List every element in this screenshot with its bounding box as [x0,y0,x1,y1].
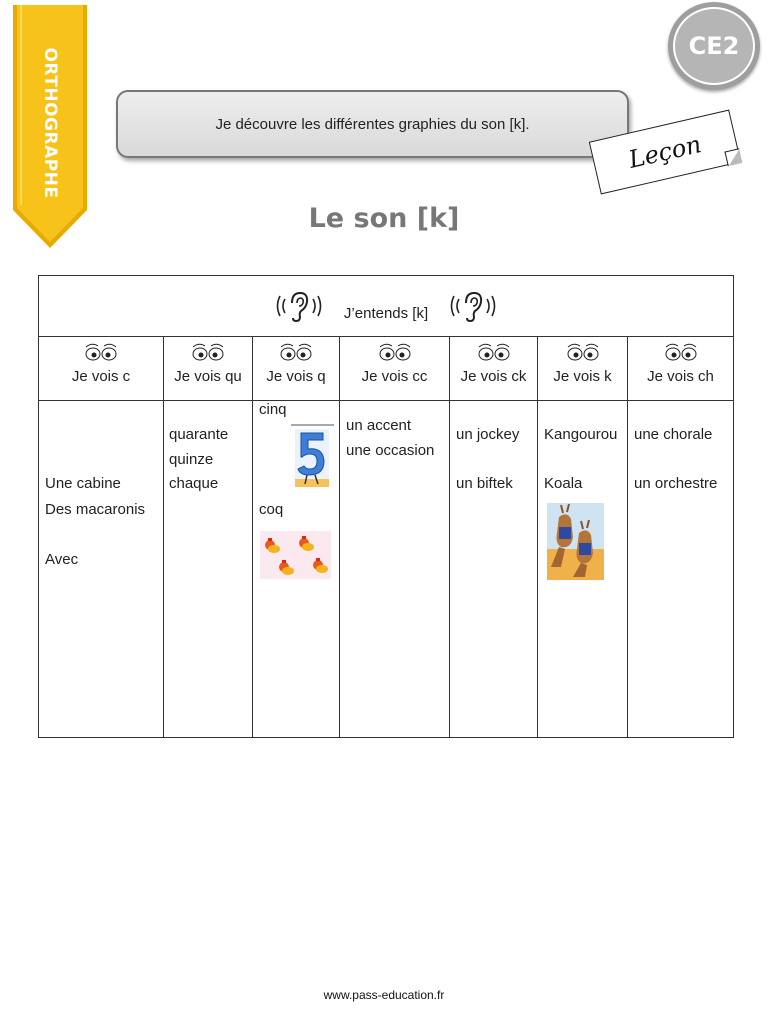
column-header-cc [340,337,450,401]
word: cinq [259,401,287,418]
column-label: Je vois ch [647,368,714,385]
column-header-c [39,337,164,401]
column-label: Je vois k [553,368,612,385]
number-five-picture [291,421,334,491]
column-label: Je vois cc [361,368,428,385]
lesson-objective [116,90,629,158]
word: Avec [45,551,79,568]
eyes-icon [378,342,412,362]
word: Kangourou [544,426,618,443]
column-header-ch [628,337,734,401]
eyes-icon [279,342,313,362]
column-header-q [253,337,340,401]
hear-label: J’entends [k] [343,304,429,322]
words-cell-qu [164,401,253,738]
kangaroos-picture [547,503,604,580]
words-cell-q [253,401,340,738]
eyes-icon [191,342,225,362]
eyes-icon [477,342,511,362]
lesson-tag-label: Leçon [626,130,704,174]
column-label: Je vois qu [174,368,242,385]
page-title: Le son [k] [308,203,460,234]
word: un jockey [456,426,520,443]
word: un accent [346,417,412,434]
ear-icon [276,289,322,323]
level-label: CE2 [673,7,755,85]
word: chaque [169,475,219,492]
words-cell-ck [450,401,538,738]
eyes-icon [84,342,118,362]
word: Une cabine [45,475,121,492]
word: une occasion [346,442,435,459]
words-cell-cc [340,401,450,738]
word: un orchestre [634,475,718,492]
column-header-ck [450,337,538,401]
word: quarante [169,426,229,443]
column-label: Je vois c [71,368,131,385]
words-cell-k [538,401,628,738]
hear-header [39,276,734,337]
sound-table [38,275,734,738]
column-header-k [538,337,628,401]
column-label: Je vois ck [460,368,527,385]
column-header-qu [164,337,253,401]
word: quinze [169,451,214,468]
word: Des macaronis [45,501,146,518]
word: un biftek [456,475,513,492]
word: une chorale [634,426,713,443]
level-badge [668,2,760,90]
column-label: Je vois q [266,368,326,385]
footer-website: www.pass-education.fr [323,988,445,1002]
word: Koala [544,475,583,492]
words-cell-c [39,401,164,738]
eyes-icon [566,342,600,362]
roosters-picture [260,531,331,579]
eyes-icon [664,342,698,362]
lesson-objective-text: Je découvre les différentes graphies du son [k]. [215,115,530,133]
subject-label: ORTHOGRAPHE [40,47,60,199]
words-cell-ch [628,401,734,738]
word: coq [259,501,284,518]
ear-icon [450,289,496,323]
